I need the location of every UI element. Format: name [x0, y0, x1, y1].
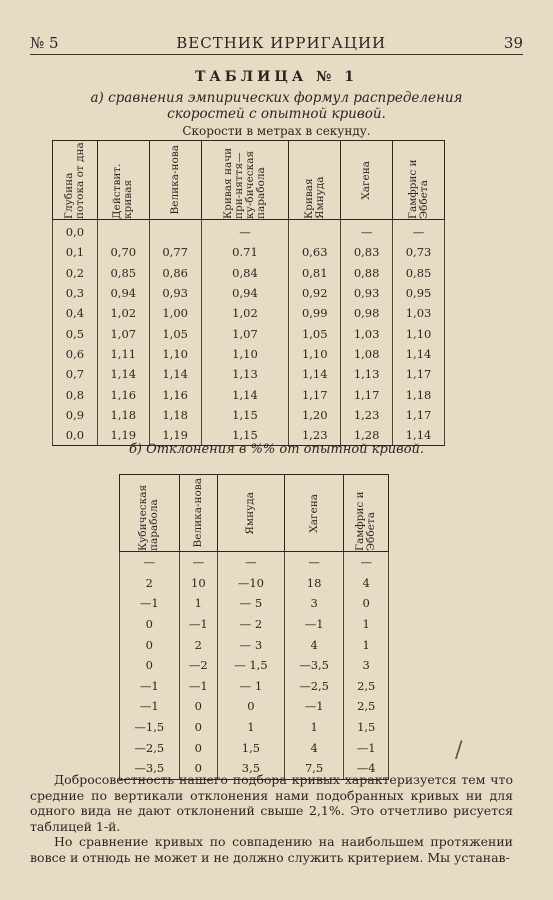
table-cell: 0 — [218, 696, 285, 717]
table-cell: 0 — [120, 614, 180, 635]
table-cell: 1 — [344, 614, 389, 635]
table-cell: 4 — [284, 737, 344, 758]
table-row — [120, 614, 389, 635]
table-cell: 1,19 — [149, 425, 201, 446]
table-cell: —1 — [179, 614, 217, 635]
table-cell: 0.71 — [201, 242, 289, 262]
table-cell: —10 — [218, 573, 285, 594]
table-cell — [97, 220, 149, 243]
table-cell: 0,8 — [53, 384, 98, 404]
table-cell: 1,17 — [393, 364, 445, 384]
table-cell: 0,73 — [393, 242, 445, 262]
table-cell: 1,14 — [149, 364, 201, 384]
table-cell: 0,85 — [393, 263, 445, 283]
page-number: 39 — [503, 34, 523, 52]
table-cell: —3,5 — [120, 758, 180, 779]
table-cell: 10 — [179, 573, 217, 594]
column-header — [149, 141, 201, 220]
column-header — [341, 141, 393, 220]
deviation-table — [119, 474, 389, 780]
table-cell: 1,07 — [97, 323, 149, 343]
column-header-label: Кубическая парабола — [137, 484, 161, 551]
column-header — [201, 141, 289, 220]
page-header — [30, 30, 523, 52]
table-cell: 1 — [179, 593, 217, 614]
table-cell: —1 — [284, 696, 344, 717]
table-cell: 4 — [284, 634, 344, 655]
table-row — [120, 676, 389, 697]
table-title: ТАБЛИЦА № 1 — [194, 69, 359, 85]
table-cell: 1,18 — [149, 405, 201, 425]
table-cell: 1,11 — [97, 344, 149, 364]
table-cell: — — [284, 552, 344, 573]
table-cell: 4 — [344, 573, 389, 594]
table-row — [120, 655, 389, 676]
pencil-mark: / — [455, 738, 463, 763]
column-header-label: Гамфрис и Эббета — [406, 159, 430, 219]
column-header-label: Действит. кривая — [111, 163, 135, 219]
table-cell: 0,1 — [53, 242, 98, 262]
table-cell: —2,5 — [284, 676, 344, 697]
table-cell: 0,7 — [53, 364, 98, 384]
table-row — [120, 696, 389, 717]
table-cell: 0 — [120, 634, 180, 655]
table-cell: —1,5 — [120, 717, 180, 738]
table-cell: 1,14 — [393, 425, 445, 446]
column-header — [97, 141, 149, 220]
column-header — [344, 475, 389, 552]
table-cell: 1,16 — [97, 384, 149, 404]
table-cell: 1,14 — [289, 364, 341, 384]
table-cell: 2,5 — [344, 696, 389, 717]
table-row — [120, 593, 389, 614]
table-cell: 18 — [284, 573, 344, 594]
table-cell: 3,5 — [218, 758, 285, 779]
table-cell: 0,9 — [53, 405, 98, 425]
table-cell: — 5 — [218, 593, 285, 614]
table-cell: —1 — [120, 593, 180, 614]
table-cell: 0 — [179, 737, 217, 758]
column-header-label: Гамфрис и Эббета — [354, 491, 378, 551]
table-cell: 0,5 — [53, 323, 98, 343]
table-cell: 7,5 — [284, 758, 344, 779]
table-cell: 0,83 — [341, 242, 393, 262]
table-cell: —2,5 — [120, 737, 180, 758]
table-cell: 0,95 — [393, 283, 445, 303]
table-row — [53, 303, 445, 323]
table-row — [53, 323, 445, 343]
table-row — [120, 552, 389, 573]
table-cell: 0,0 — [53, 220, 98, 243]
column-header-label: Кривая Ямнуда — [302, 176, 326, 219]
table-cell: 1,19 — [97, 425, 149, 446]
table-cell: 1,17 — [393, 405, 445, 425]
table-cell: 0,93 — [149, 283, 201, 303]
column-header-label: Хагена — [360, 160, 373, 200]
velocity-table — [52, 140, 445, 446]
table-row — [53, 344, 445, 364]
table-cell: 0,94 — [201, 283, 289, 303]
table-cell: — — [344, 552, 389, 573]
table-cell: 1,23 — [341, 405, 393, 425]
table-row — [120, 737, 389, 758]
table-cell: 1,02 — [97, 303, 149, 323]
column-header-label: Глубина потока от дна — [62, 142, 86, 219]
table-cell: 0,6 — [53, 344, 98, 364]
table-cell — [289, 220, 341, 243]
table-cell: 0,77 — [149, 242, 201, 262]
table-cell: 0,85 — [97, 263, 149, 283]
table-cell: —1 — [120, 676, 180, 697]
table-cell: 1,08 — [341, 344, 393, 364]
table-cell: — — [218, 552, 285, 573]
table-cell: 1 — [344, 634, 389, 655]
table-cell: 0,92 — [289, 283, 341, 303]
table-cell: 2 — [120, 573, 180, 594]
issue-number: № 5 — [30, 34, 59, 52]
column-header — [218, 475, 285, 552]
table-cell: 0,0 — [53, 425, 98, 446]
table-row — [53, 283, 445, 303]
table-cell: 3 — [344, 655, 389, 676]
table-cell: 1,23 — [289, 425, 341, 446]
table-row — [120, 717, 389, 738]
table-cell: 1,05 — [149, 323, 201, 343]
table-cell: 1,03 — [393, 303, 445, 323]
table-cell: 0,63 — [289, 242, 341, 262]
column-header-label: Хагена — [307, 493, 320, 533]
table-cell: 1,13 — [201, 364, 289, 384]
table-cell — [149, 220, 201, 243]
table-cell: 0,81 — [289, 263, 341, 283]
table-cell: 0,94 — [97, 283, 149, 303]
table-cell: 0 — [179, 696, 217, 717]
column-header-label: Велика-нова — [168, 145, 181, 215]
table-cell: —2 — [179, 655, 217, 676]
table-cell: 0 — [120, 655, 180, 676]
column-header — [53, 141, 98, 220]
table-b-subtitle: б) Отклонения в %% от опытной кривой. — [128, 442, 425, 457]
table-cell: —1 — [120, 696, 180, 717]
table-row — [53, 364, 445, 384]
table-cell: 1,28 — [341, 425, 393, 446]
table-cell: — 2 — [218, 614, 285, 635]
table-row — [120, 634, 389, 655]
header-rule — [30, 54, 523, 55]
table-row — [53, 263, 445, 283]
table-cell: — 1,5 — [218, 655, 285, 676]
table-cell: — — [179, 552, 217, 573]
table-cell: 1,16 — [149, 384, 201, 404]
column-header-label: Ямнуда — [244, 491, 257, 535]
column-header — [120, 475, 180, 552]
table-cell: 1,14 — [97, 364, 149, 384]
table-cell: 1,10 — [393, 323, 445, 343]
table-cell: 0,99 — [289, 303, 341, 323]
table-cell: 1,07 — [201, 323, 289, 343]
table-cell: —4 — [344, 758, 389, 779]
column-header — [289, 141, 341, 220]
column-header-label: Кривая начи при-няття—ку-бическая парабола — [221, 147, 267, 219]
table-cell: 1,00 — [149, 303, 201, 323]
table-cell: 2 — [179, 634, 217, 655]
table-cell: 1,03 — [341, 323, 393, 343]
table-cell: 1,15 — [201, 405, 289, 425]
table-cell: 0,88 — [341, 263, 393, 283]
table-cell: 1 — [218, 717, 285, 738]
table-cell: 1,5 — [344, 717, 389, 738]
table-cell: 0,2 — [53, 263, 98, 283]
table-cell: 1,15 — [201, 425, 289, 446]
table-cell: 0,70 — [97, 242, 149, 262]
table-cell: 0 — [179, 717, 217, 738]
units-caption: Скорости в метрах в секунду. — [182, 124, 371, 138]
table-cell: — 1 — [218, 676, 285, 697]
table-cell: —1 — [284, 614, 344, 635]
column-header — [284, 475, 344, 552]
table-cell: 0 — [179, 758, 217, 779]
table-row — [53, 405, 445, 425]
table-cell: 1,14 — [201, 384, 289, 404]
table-cell: — — [393, 220, 445, 243]
column-header — [393, 141, 445, 220]
table-cell: 0 — [344, 593, 389, 614]
table-cell: 1,05 — [289, 323, 341, 343]
table-cell: —1 — [179, 676, 217, 697]
table-cell: 1,13 — [341, 364, 393, 384]
column-header — [179, 475, 217, 552]
table-cell: 1,17 — [289, 384, 341, 404]
table-cell: 1,10 — [201, 344, 289, 364]
table-cell: 3 — [284, 593, 344, 614]
table-cell: 1,5 — [218, 737, 285, 758]
table-row — [53, 242, 445, 262]
table-cell: 1,20 — [289, 405, 341, 425]
table-cell: 1,18 — [393, 384, 445, 404]
paragraph-1: Добросовестность нашего подбора кривых характеризуется тем что средние по вертикали отклонения нами подобранных кривых ни для одного вида не дают отклонений свыше 2,1%. Это отчетливо рисуется таблицей 1-й. — [30, 772, 513, 834]
table-cell: — — [341, 220, 393, 243]
table-cell: 0,93 — [341, 283, 393, 303]
table-cell: 0,4 — [53, 303, 98, 323]
table-row — [120, 573, 389, 594]
table-cell: —3,5 — [284, 655, 344, 676]
table-cell: —1 — [344, 737, 389, 758]
table-cell: 2,5 — [344, 676, 389, 697]
table-cell: 0,3 — [53, 283, 98, 303]
column-header-label: Велика-нова — [191, 478, 204, 548]
table-cell: 1,17 — [341, 384, 393, 404]
table-row — [53, 384, 445, 404]
table-cell: 0,98 — [341, 303, 393, 323]
table-cell: 1,14 — [393, 344, 445, 364]
paragraph-2: Но сравнение кривых по совпадению на наибольшем протяжении вовсе и отнюдь не может и не должно служить критерием. Мы устанав- — [30, 834, 513, 865]
table-cell: 1,02 — [201, 303, 289, 323]
table-cell: — — [201, 220, 289, 243]
table-cell: 1,18 — [97, 405, 149, 425]
table-cell: 1,10 — [289, 344, 341, 364]
table-cell: 1 — [284, 717, 344, 738]
table-cell: 1,10 — [149, 344, 201, 364]
table-cell: 0,84 — [201, 263, 289, 283]
table-row — [53, 220, 445, 243]
table-a-subtitle: а) сравнения эмпирических формул распределения скоростей с опытной кривой. — [90, 90, 463, 122]
table-cell: — — [120, 552, 180, 573]
journal-title: ВЕСТНИК ИРРИГАЦИИ — [176, 34, 387, 52]
table-cell: 0,86 — [149, 263, 201, 283]
table-cell: — 3 — [218, 634, 285, 655]
